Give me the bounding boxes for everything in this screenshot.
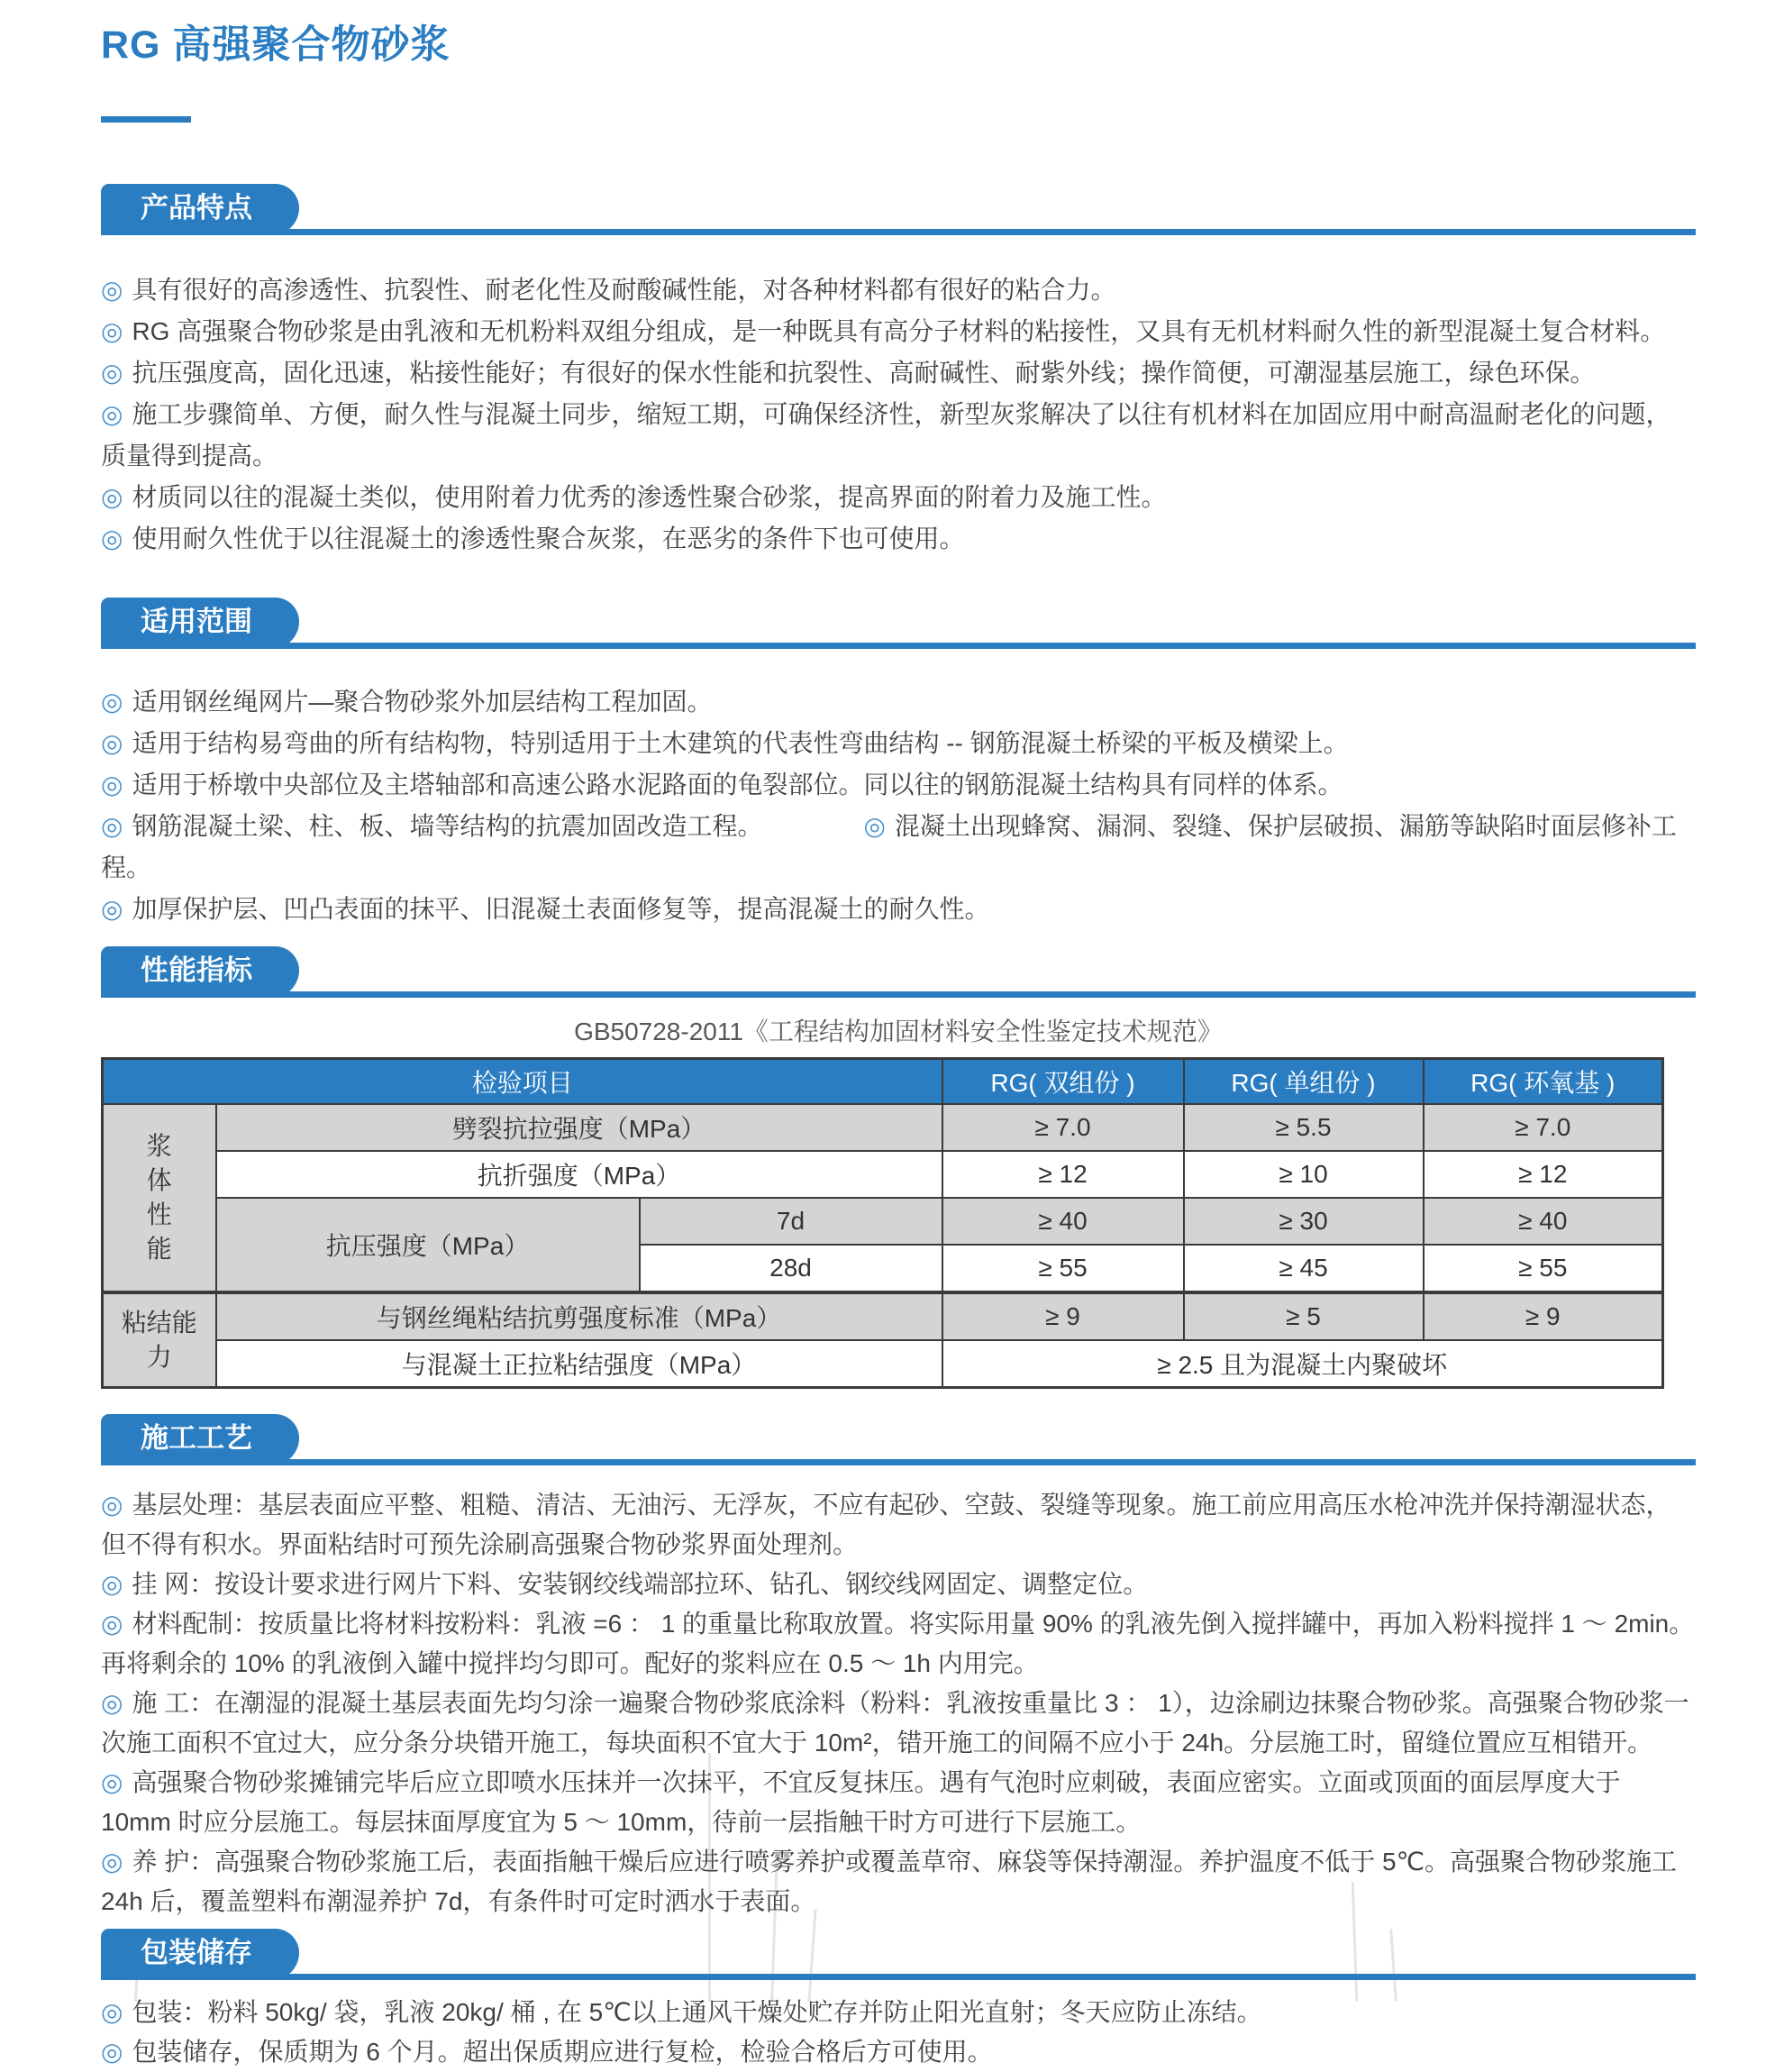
bullet-icon: ◎	[101, 812, 123, 840]
features-list	[101, 269, 1696, 560]
bullet-icon: ◎	[101, 771, 123, 799]
test-item-cell: 抗折强度（MPa）	[216, 1151, 942, 1198]
list-item-text: 施 工：在潮湿的混凝土基层表面先均匀涂一遍聚合物砂浆底涂料（粉料：乳液按重量比 3 ： 1），边涂刷边抹聚合物砂浆。高强聚合物砂浆一次施工面积不宜过大，应分条分块错开施工，每块面积不宜大于 10m²，错开施工的间隔不应小于 24h。分层施工时，留缝位置应互相错开。	[101, 1689, 1689, 1757]
list-item-text: 挂 网：按设计要求进行网片下料、安装钢绞线端部拉环、钻孔、钢绞线网固定、调整定位。	[132, 1570, 1149, 1598]
list-item	[101, 1842, 1696, 1921]
table-row	[103, 1151, 1663, 1198]
list-item-text: 包装：粉料 50kg/ 袋，乳液 20kg/ 桶 , 在 5℃以上通风干燥处贮存并防止阳光直射；冬天应防止冻结。	[132, 1998, 1262, 2026]
value-cell: ≥ 9	[942, 1292, 1184, 1340]
table-row	[103, 1292, 1663, 1340]
column-header: RG( 双组份 )	[942, 1059, 1184, 1105]
list-item	[101, 269, 1696, 311]
value-cell: ≥ 5.5	[1184, 1104, 1424, 1151]
list-item	[101, 889, 1696, 930]
scope-list	[101, 681, 1696, 930]
list-item	[101, 352, 1696, 394]
list-item	[101, 723, 1696, 764]
row-group-label	[103, 1104, 216, 1292]
test-item-cell: 抗压强度（MPa）	[216, 1198, 640, 1292]
table-row	[103, 1104, 1663, 1151]
bullet-icon: ◎	[101, 2038, 123, 2066]
section-underline	[101, 1459, 1696, 1465]
value-cell: ≥ 55	[1424, 1245, 1663, 1292]
bullet-icon: ◎	[101, 729, 123, 757]
list-item-text: 适用于结构易弯曲的所有结构物，特别适用于土木建筑的代表性弯曲结构 -- 钢筋混凝土桥梁的平板及横梁上。	[132, 729, 1349, 757]
list-item	[101, 1763, 1696, 1842]
bullet-icon: ◎	[101, 1998, 123, 2026]
list-item	[101, 1604, 1696, 1684]
bullet-icon: ◎	[101, 483, 123, 511]
list-item-text: 养 护：高强聚合物砂浆施工后，表面指触干燥后应进行喷雾养护或覆盖草帘、麻袋等保持潮湿。养护温度不低于 5℃。高强聚合物砂浆施工 24h 后，覆盖塑料布潮湿养护 7d，有条件时可定时洒水于表面。	[101, 1848, 1678, 1915]
list-item	[101, 518, 1696, 560]
list-item-text: 适用于桥墩中央部位及主塔轴部和高速公路水泥路面的龟裂部位。同以往的钢筋混凝土结构具有同样的体系。	[132, 771, 1343, 799]
value-cell: ≥ 10	[1184, 1151, 1424, 1198]
list-item-text: 高强聚合物砂浆摊铺完毕后应立即喷水压抹并一次抹平，不宜反复抹压。遇有气泡时应刺破，表面应密实。立面或顶面的面层厚度大于 10mm 时应分层施工。每层抹面厚度宜为 5 ～ 10mm，待前一层指触干时方可进行下层施工。	[101, 1768, 1621, 1836]
group-label-line: 浆	[146, 1132, 172, 1160]
list-item-text: 材料配制：按质量比将材料按粉料：乳液 =6 ： 1 的重量比称取放置。将实际用量 90% 的乳液先倒入搅拌罐中，再加入粉料搅拌 1 ～ 2min。再将剩余的 10% 的乳液倒入罐中搅拌均匀即可。配好的浆料应在 0.5 ～ 1h 内用完。	[101, 1610, 1695, 1677]
bullet-icon: ◎	[101, 1570, 123, 1598]
section-badge: 性能指标	[101, 946, 299, 998]
sub-item-cell: 28d	[640, 1245, 942, 1292]
list-item	[101, 1565, 1696, 1604]
list-item	[101, 1993, 1696, 2032]
group-label-line: 体	[146, 1166, 172, 1194]
bullet-icon: ◎	[101, 688, 123, 716]
section-badge: 施工工艺	[101, 1414, 299, 1465]
section-underline	[101, 643, 1696, 649]
packaging-list	[101, 1993, 1696, 2072]
section-underline	[101, 991, 1696, 998]
group-label-line: 力	[146, 1343, 172, 1371]
title-accent-line	[101, 116, 191, 123]
bullet-icon: ◎	[101, 276, 123, 304]
group-label-line: 性	[146, 1200, 172, 1228]
list-item-text: 基层处理：基层表面应平整、粗糙、清洁、无油污、无浮灰，不应有起砂、空鼓、裂缝等现象。施工前应用高压水枪冲洗并保持潮湿状态，但不得有积水。界面粘结时可预先涂刷高强聚合物砂浆界面处理剂。	[101, 1491, 1671, 1558]
list-item	[101, 1684, 1696, 1763]
bullet-icon: ◎	[101, 895, 123, 923]
list-item	[101, 2032, 1696, 2072]
sub-item-cell: 7d	[640, 1198, 942, 1245]
test-item-cell: 劈裂抗拉强度（MPa）	[216, 1104, 942, 1151]
list-item	[101, 394, 1696, 477]
bullet-icon: ◎	[101, 317, 123, 345]
table-caption: GB50728-2011《工程结构加固材料安全性鉴定技术规范》	[574, 1018, 1223, 1045]
group-label-line: 能	[146, 1235, 172, 1263]
value-cell: ≥ 40	[1424, 1198, 1663, 1245]
list-item-text: 混凝土出现蜂窝、漏洞、裂缝、保护层破损、漏筋等缺陷时面层修补工程。	[101, 812, 1677, 881]
list-item-text: 钢筋混凝土梁、柱、板、墙等结构的抗震加固改造工程。	[132, 812, 763, 840]
table-row	[103, 1340, 1663, 1388]
section-header-performance	[101, 946, 1696, 998]
section-header-process	[101, 1414, 1696, 1465]
list-item	[101, 681, 1696, 723]
value-cell: ≥ 45	[1184, 1245, 1424, 1292]
list-item-text: 使用耐久性优于以往混凝土的渗透性聚合灰浆，在恶劣的条件下也可使用。	[132, 525, 965, 552]
bullet-icon: ◎	[101, 1768, 123, 1796]
list-item	[101, 764, 1696, 806]
list-item-text: 适用钢丝绳网片—聚合物砂浆外加层结构工程加固。	[132, 688, 713, 716]
section-header-packaging	[101, 1929, 1696, 1980]
list-item-text: 施工步骤简单、方便，耐久性与混凝土同步，缩短工期，可确保经济性，新型灰浆解决了以往有机材料在加固应用中耐高温耐老化的问题，质量得到提高。	[101, 400, 1671, 470]
merged-value-cell: ≥ 2.5 且为混凝土内聚破坏	[942, 1340, 1663, 1388]
bullet-icon: ◎	[101, 1848, 123, 1876]
section-badge: 产品特点	[101, 184, 299, 235]
value-cell: ≥ 12	[942, 1151, 1184, 1198]
list-item	[101, 311, 1696, 352]
process-list	[101, 1485, 1696, 1921]
performance-table	[101, 1057, 1664, 1389]
table-row	[103, 1198, 1663, 1245]
section-header-features	[101, 184, 1696, 235]
list-item-text: 具有很好的高渗透性、抗裂性、耐老化性及耐酸碱性能，对各种材料都有很好的粘合力。	[132, 276, 1116, 304]
row-group-label	[103, 1292, 216, 1388]
bullet-icon: ◎	[101, 525, 123, 552]
bullet-icon: ◎	[863, 812, 886, 840]
test-item-cell: 与混凝土正拉粘结强度（MPa）	[216, 1340, 942, 1388]
column-header: RG( 单组份 )	[1184, 1059, 1424, 1105]
list-item-text: 抗压强度高，固化迅速，粘接性能好；有很好的保水性能和抗裂性、高耐碱性、耐紫外线；操作简便，可潮湿基层施工，绿色环保。	[132, 359, 1596, 387]
value-cell: ≥ 5	[1184, 1292, 1424, 1340]
value-cell: ≥ 7.0	[942, 1104, 1184, 1151]
value-cell: ≥ 12	[1424, 1151, 1663, 1198]
table-header-row	[103, 1059, 1663, 1105]
bullet-icon: ◎	[101, 400, 123, 428]
page-title: RG 高强聚合物砂浆	[101, 23, 451, 67]
list-item-text: 材质同以往的混凝土类似，使用附着力优秀的渗透性聚合砂浆，提高界面的附着力及施工性。	[132, 483, 1167, 511]
section-underline	[101, 229, 1696, 235]
value-cell: ≥ 9	[1424, 1292, 1663, 1340]
value-cell: ≥ 30	[1184, 1198, 1424, 1245]
list-item-text: 包装储存，保质期为 6 个月。超出保质期应进行复检，检验合格后方可使用。	[132, 2038, 993, 2066]
list-item	[101, 477, 1696, 518]
test-item-cell: 与钢丝绳粘结抗剪强度标准（MPa）	[216, 1292, 942, 1340]
column-header: 检验项目	[103, 1059, 942, 1105]
list-item-dual	[101, 806, 1696, 889]
bullet-icon: ◎	[101, 359, 123, 387]
bullet-icon: ◎	[101, 1689, 123, 1717]
value-cell: ≥ 40	[942, 1198, 1184, 1245]
bullet-icon: ◎	[101, 1610, 123, 1638]
group-label-line: 粘结能	[121, 1309, 197, 1337]
list-item	[101, 1485, 1696, 1565]
value-cell: ≥ 55	[942, 1245, 1184, 1292]
value-cell: ≥ 7.0	[1424, 1104, 1663, 1151]
column-header: RG( 环氧基 )	[1424, 1059, 1663, 1105]
bullet-icon: ◎	[101, 1491, 123, 1519]
list-item-text: 加厚保护层、凹凸表面的抹平、旧混凝土表面修复等，提高混凝土的耐久性。	[132, 895, 990, 923]
list-item-text: RG 高强聚合物砂浆是由乳液和无机粉料双组分组成，是一种既具有高分子材料的粘接性，又具有无机材料耐久性的新型混凝土复合材料。	[132, 317, 1666, 345]
section-underline	[101, 1974, 1696, 1980]
section-badge: 包装储存	[101, 1929, 299, 1980]
section-badge: 适用范围	[101, 598, 299, 649]
section-header-scope	[101, 598, 1696, 649]
